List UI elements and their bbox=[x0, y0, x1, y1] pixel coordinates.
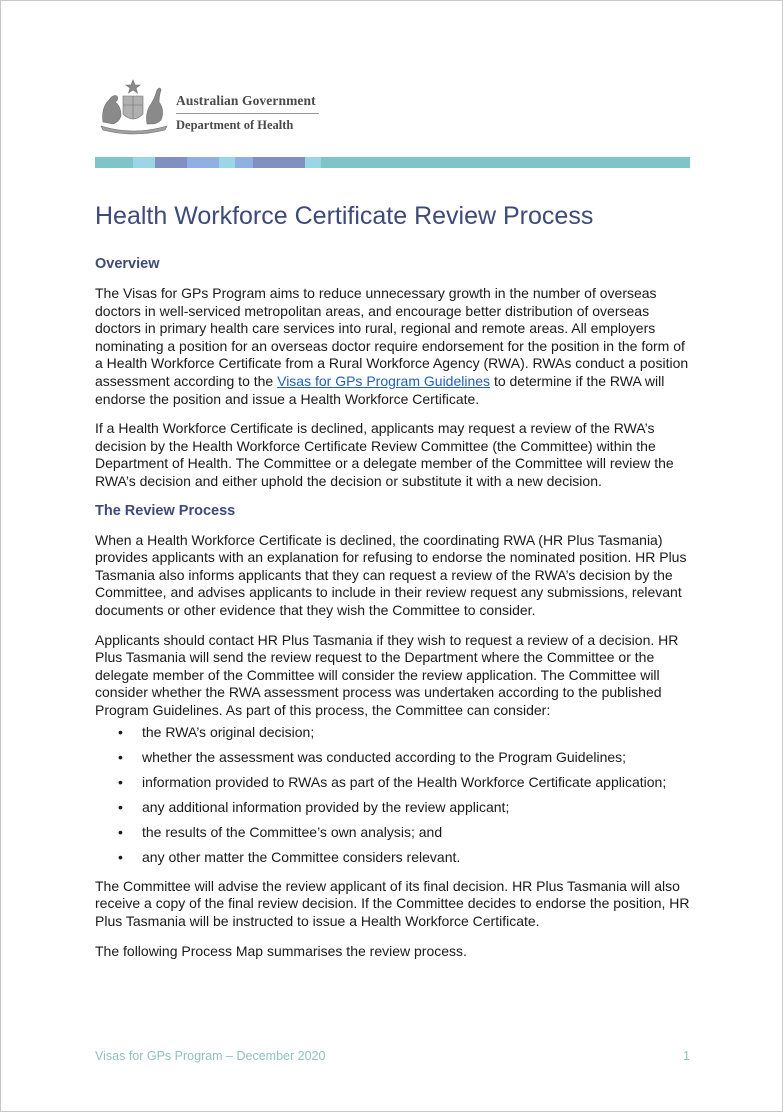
review-heading: The Review Process bbox=[95, 502, 236, 519]
coat-of-arms-icon bbox=[95, 78, 171, 136]
dept-name: Department of Health bbox=[176, 118, 294, 132]
government-logo bbox=[95, 78, 335, 138]
review-paragraph-3: The Committee will advise the review applicant of its final decision. HR Plus Tasmania will also receive a copy of the final review decision. If the Committee decides to endorse the position, HR Plus Tasmania will be instructed to issue a Health Workforce Certificate. bbox=[95, 877, 690, 929]
page-number: 1 bbox=[683, 1049, 690, 1063]
overview-text-b: to determine if the RWA will endorse the position and issue a Health Workforce Certificate. bbox=[95, 372, 665, 407]
bullet-icon: • bbox=[118, 824, 123, 841]
bullet-icon: • bbox=[118, 848, 123, 865]
bullet-icon: • bbox=[118, 799, 123, 816]
list-item-text: the RWA’s original decision; bbox=[142, 724, 315, 741]
bullet-icon: • bbox=[118, 774, 123, 791]
header-color-bar bbox=[95, 157, 690, 168]
bar-segment bbox=[235, 157, 253, 168]
review-paragraph-4: The following Process Map summarises the review process. bbox=[95, 943, 467, 960]
document-body bbox=[95, 196, 695, 961]
overview-paragraph-1 bbox=[95, 285, 695, 408]
list-item bbox=[95, 774, 695, 792]
bullet-icon: • bbox=[118, 749, 123, 766]
logo-divider bbox=[176, 113, 319, 114]
review-paragraph-1: When a Health Workforce Certificate is declined, the coordinating RWA (HR Plus Tasmania) provides applicants with an explanation for refusing to endorse the nominated position. HR Plus Tasmania also informs applicants that they can request a review of the RWA’s decision by the Committee, and advises applicants to include in their review request any submissions, relevant documents or other evidence that they wish the Committee to consider. bbox=[95, 531, 687, 618]
list-item-text: any other matter the Committee considers relevant. bbox=[142, 848, 461, 865]
consideration-list bbox=[95, 724, 695, 866]
list-item bbox=[95, 849, 695, 867]
list-item bbox=[95, 824, 695, 842]
overview-text-a: The Visas for GPs Program aims to reduce unnecessary growth in the number of overseas doctors in well-serviced metropolitan areas, and encourage better distribution of overseas doctors in primary health care services into rural, regional and remote areas. All employers nominating a position for an overseas doctor require endorsement for the position in the form of a Health Workforce Certificate from a Rural Workforce Agency (RWA). RWAs conduct a position assessment according to the bbox=[95, 285, 689, 389]
review-paragraph-2: Applicants should contact HR Plus Tasmania if they wish to request a review of a decision. HR Plus Tasmania will send the review request to the Department where the Committee or the delegate member of the Committee will consider the review application. The Committee will consider whether the RWA assessment process was undertaken according to the published Program Guidelines. As part of this process, the Committee can consider: bbox=[95, 631, 679, 718]
bar-segment bbox=[219, 157, 235, 168]
org-name: Australian Government bbox=[176, 93, 316, 108]
bar-segment bbox=[155, 157, 187, 168]
bar-segment bbox=[95, 157, 133, 168]
list-item-text: the results of the Committee’s own analysis; and bbox=[142, 824, 443, 841]
bar-segment bbox=[305, 157, 321, 168]
list-item bbox=[95, 724, 695, 742]
overview-paragraph-2: If a Health Workforce Certificate is declined, applicants may request a review of the RWA’s decision by the Health Workforce Certificate Review Committee (the Committee) within the Department of Health. The Committee or a delegate member of the Committee will review the RWA’s decision and either uphold the decision or substitute it with a new decision. bbox=[95, 420, 674, 489]
list-item bbox=[95, 799, 695, 817]
list-item-text: information provided to RWAs as part of the Health Workforce Certificate application; bbox=[142, 774, 667, 791]
guidelines-link[interactable]: Visas for GPs Program Guidelines bbox=[277, 372, 491, 389]
footer-program-date: Visas for GPs Program – December 2020 bbox=[95, 1049, 326, 1063]
list-item-text: whether the assessment was conducted according to the Program Guidelines; bbox=[142, 749, 627, 766]
bar-segment bbox=[133, 157, 155, 168]
list-item bbox=[95, 749, 695, 767]
list-item-text: any additional information provided by the review applicant; bbox=[142, 799, 510, 816]
page-title: Health Workforce Certificate Review Process bbox=[95, 202, 594, 230]
bar-segment bbox=[253, 157, 305, 168]
overview-heading: Overview bbox=[95, 256, 160, 272]
bar-segment bbox=[321, 157, 690, 168]
bullet-icon: • bbox=[118, 724, 123, 741]
bar-segment bbox=[187, 157, 219, 168]
